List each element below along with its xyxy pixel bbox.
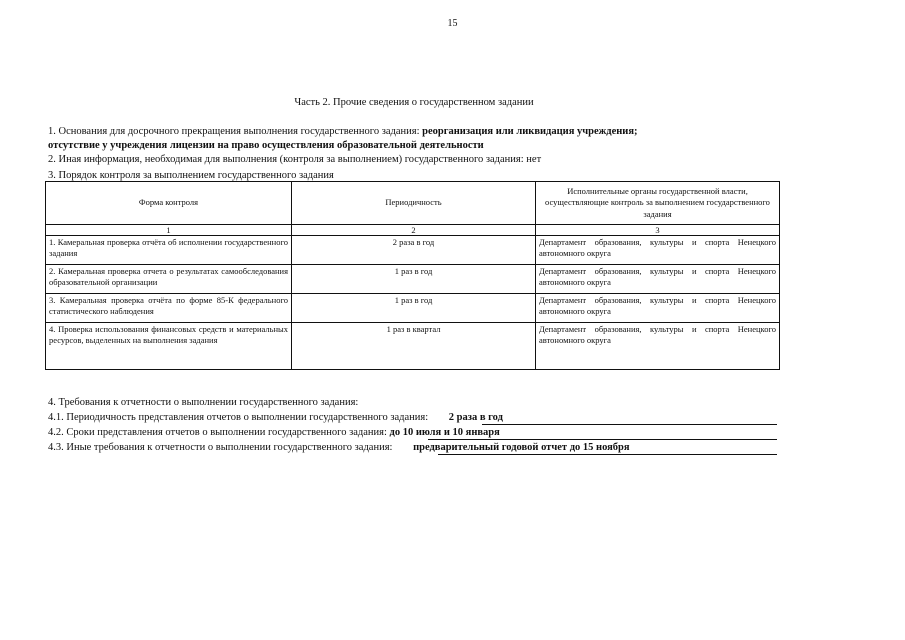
reporting-frequency-label: 4.1. Периодичность представления отчетов о выполнении государственного задания: xyxy=(48,412,429,423)
authority-cell: Департамент образования, культуры и спорта Ненецкого автономного округа xyxy=(536,265,780,294)
termination-reasons-line xyxy=(48,126,638,137)
column-number: 3 xyxy=(536,225,780,236)
reporting-deadline-value: до 10 июля и 10 января xyxy=(389,427,500,438)
column-number: 2 xyxy=(292,225,536,236)
reporting-deadline-line xyxy=(48,427,500,438)
header-frequency: Периодичность xyxy=(292,182,536,225)
table-row xyxy=(46,236,780,265)
reporting-frequency-line xyxy=(48,412,503,423)
page-number: 15 xyxy=(447,18,458,29)
authority-cell: Департамент образования, культуры и спорта Ненецкого автономного округа xyxy=(536,294,780,323)
reporting-requirements-heading: 4. Требования к отчетности о выполнении государственного задания: xyxy=(48,397,359,408)
table-row xyxy=(46,265,780,294)
other-requirements-label: 4.3. Иные требования к отчетности о выполнении государственного задания: xyxy=(48,442,393,453)
table-row xyxy=(46,323,780,370)
underline-rule xyxy=(438,454,777,455)
frequency-cell: 2 раза в год xyxy=(292,236,536,265)
column-number: 1 xyxy=(46,225,292,236)
other-info-line xyxy=(48,154,541,165)
form-cell: 2. Камеральная проверка отчета о результатах самообследования образовательной организации xyxy=(46,265,292,294)
form-cell: 1. Камеральная проверка отчёта об исполнении государственного задания xyxy=(46,236,292,265)
termination-reasons-value-2: отсутствие у учреждения лицензии на право осуществления образовательной деятельности xyxy=(48,140,484,151)
underline-rule xyxy=(428,439,777,440)
frequency-cell: 1 раз в год xyxy=(292,265,536,294)
other-requirements-value: предварительный годовой отчет до 15 ноября xyxy=(413,442,630,453)
authority-cell: Департамент образования, культуры и спорта Ненецкого автономного округа xyxy=(536,236,780,265)
control-table xyxy=(45,181,780,370)
reporting-frequency-value: 2 раза в год xyxy=(448,412,503,423)
authority-cell: Департамент образования, культуры и спорта Ненецкого автономного округа xyxy=(536,323,780,370)
underline-rule xyxy=(482,424,777,425)
termination-reasons-value-1: реорганизация или ликвидация учреждения; xyxy=(422,126,638,137)
reporting-deadline-label: 4.2. Сроки представления отчетов о выполнении государственного задания: xyxy=(48,427,387,438)
table-header-row xyxy=(46,182,780,225)
header-authority: Исполнительные органы государственной власти, осуществляющие контроль за выполнением государственного задания xyxy=(536,182,780,225)
header-form: Форма контроля xyxy=(46,182,292,225)
other-requirements-line xyxy=(48,442,630,453)
other-info-value: нет xyxy=(526,154,542,165)
termination-reasons-label: 1. Основания для досрочного прекращения выполнения государственного задания: xyxy=(48,126,420,137)
control-order-heading: 3. Порядок контроля за выполнением государственного задания xyxy=(48,170,334,181)
part-title: Часть 2. Прочие сведения о государственном задании xyxy=(294,97,534,108)
form-cell: 3. Камеральная проверка отчёта по форме 85-К федерального статистического наблюдения xyxy=(46,294,292,323)
form-cell: 4. Проверка использования финансовых средств и материальных ресурсов, выделенных на выполнения задания xyxy=(46,323,292,370)
table-row xyxy=(46,294,780,323)
column-number-row xyxy=(46,225,780,236)
frequency-cell: 1 раз в год xyxy=(292,294,536,323)
other-info-label: 2. Иная информация, необходимая для выполнения (контроля за выполнением) государственного задания: xyxy=(48,154,524,165)
frequency-cell: 1 раз в квартал xyxy=(292,323,536,370)
